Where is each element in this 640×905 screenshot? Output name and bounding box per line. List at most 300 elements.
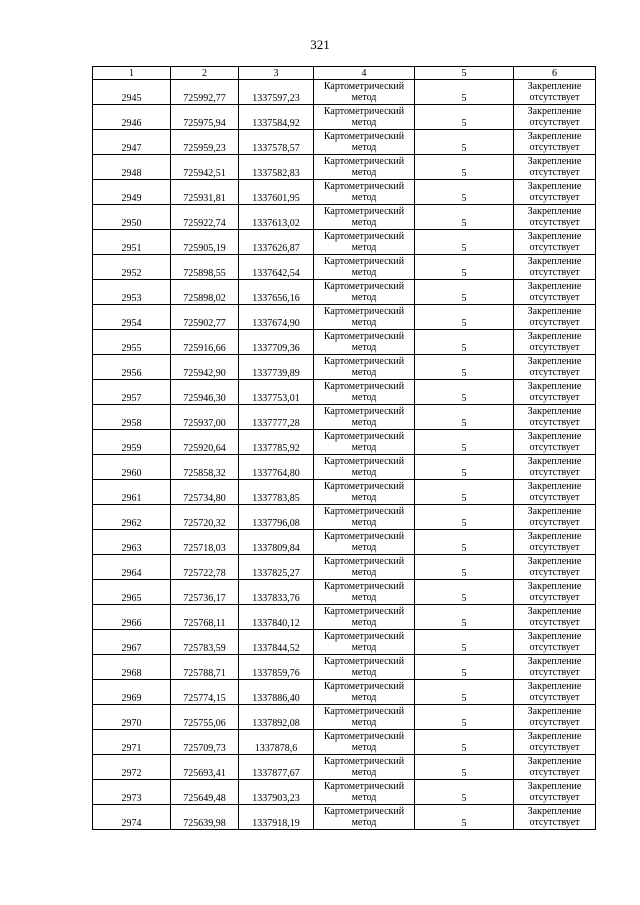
method-line1: Картометрический xyxy=(323,531,405,542)
fixing-cell xyxy=(514,155,596,180)
point-number: 2946 xyxy=(93,105,171,130)
fixing-line2: отсутствует xyxy=(529,542,580,553)
fixing-cell xyxy=(514,555,596,580)
table-row xyxy=(93,580,596,605)
method-line1: Картометрический xyxy=(323,631,405,642)
coord-x: 725722,78 xyxy=(171,555,239,580)
method-line2: метод xyxy=(351,517,377,528)
coord-x: 725959,23 xyxy=(171,130,239,155)
method-line1: Картометрический xyxy=(323,556,405,567)
method-cell xyxy=(314,230,415,255)
fixing-cell xyxy=(514,105,596,130)
fixing-line1: Закрепление xyxy=(527,131,582,142)
accuracy-cell: 5 xyxy=(415,305,514,330)
fixing-line2: отсутствует xyxy=(529,742,580,753)
coord-y: 1337886,40 xyxy=(239,680,314,705)
accuracy-cell: 5 xyxy=(415,805,514,830)
fixing-line2: отсутствует xyxy=(529,292,580,303)
method-line1: Картометрический xyxy=(323,81,405,92)
method-line2: метод xyxy=(351,542,377,553)
accuracy-cell: 5 xyxy=(415,605,514,630)
method-cell xyxy=(314,155,415,180)
method-line1: Картометрический xyxy=(323,731,405,742)
coord-x: 725788,71 xyxy=(171,655,239,680)
fixing-cell xyxy=(514,630,596,655)
point-number: 2949 xyxy=(93,180,171,205)
fixing-line2: отсутствует xyxy=(529,617,580,628)
accuracy-cell: 5 xyxy=(415,730,514,755)
method-line1: Картометрический xyxy=(323,406,405,417)
point-number: 2969 xyxy=(93,680,171,705)
point-number: 2950 xyxy=(93,205,171,230)
fixing-cell xyxy=(514,255,596,280)
point-number: 2959 xyxy=(93,430,171,455)
fixing-line2: отсутствует xyxy=(529,442,580,453)
method-line2: метод xyxy=(351,167,377,178)
fixing-cell xyxy=(514,405,596,430)
fixing-cell xyxy=(514,705,596,730)
column-header: 2 xyxy=(171,67,239,80)
coord-x: 725931,81 xyxy=(171,180,239,205)
fixing-line1: Закрепление xyxy=(527,156,582,167)
accuracy-cell: 5 xyxy=(415,255,514,280)
method-line1: Картометрический xyxy=(323,781,405,792)
coord-x: 725693,41 xyxy=(171,755,239,780)
table-row xyxy=(93,105,596,130)
accuracy-cell: 5 xyxy=(415,280,514,305)
fixing-line2: отсутствует xyxy=(529,242,580,253)
table-row xyxy=(93,180,596,205)
method-cell xyxy=(314,705,415,730)
table-row xyxy=(93,305,596,330)
method-line1: Картометрический xyxy=(323,256,405,267)
coord-y: 1337825,27 xyxy=(239,555,314,580)
method-cell xyxy=(314,805,415,830)
fixing-line2: отсутствует xyxy=(529,267,580,278)
fixing-cell xyxy=(514,505,596,530)
page-number: 321 xyxy=(310,37,330,52)
coord-y: 1337892,08 xyxy=(239,705,314,730)
fixing-line2: отсутствует xyxy=(529,392,580,403)
table-row xyxy=(93,480,596,505)
accuracy-cell: 5 xyxy=(415,430,514,455)
method-line2: метод xyxy=(351,742,377,753)
method-cell xyxy=(314,355,415,380)
fixing-line2: отсутствует xyxy=(529,367,580,378)
method-line2: метод xyxy=(351,92,377,103)
fixing-cell xyxy=(514,580,596,605)
coord-y: 1337597,23 xyxy=(239,80,314,105)
point-number: 2966 xyxy=(93,605,171,630)
method-cell xyxy=(314,305,415,330)
coord-x: 725942,90 xyxy=(171,355,239,380)
fixing-line1: Закрепление xyxy=(527,806,582,817)
fixing-cell xyxy=(514,380,596,405)
table-row xyxy=(93,205,596,230)
fixing-line1: Закрепление xyxy=(527,331,582,342)
table-row xyxy=(93,130,596,155)
coord-y: 1337918,19 xyxy=(239,805,314,830)
fixing-line2: отсутствует xyxy=(529,767,580,778)
fixing-line2: отсутствует xyxy=(529,342,580,353)
point-number: 2967 xyxy=(93,630,171,655)
method-line1: Картометрический xyxy=(323,231,405,242)
method-line2: метод xyxy=(351,617,377,628)
fixing-line1: Закрепление xyxy=(527,731,582,742)
fixing-cell xyxy=(514,655,596,680)
coord-x: 725709,73 xyxy=(171,730,239,755)
method-line1: Картометрический xyxy=(323,206,405,217)
table-row xyxy=(93,280,596,305)
fixing-cell xyxy=(514,480,596,505)
fixing-line1: Закрепление xyxy=(527,656,582,667)
fixing-line1: Закрепление xyxy=(527,431,582,442)
fixing-cell xyxy=(514,780,596,805)
point-number: 2954 xyxy=(93,305,171,330)
method-line2: метод xyxy=(351,467,377,478)
fixing-cell xyxy=(514,680,596,705)
fixing-line2: отсутствует xyxy=(529,817,580,828)
method-line2: метод xyxy=(351,667,377,678)
accuracy-cell: 5 xyxy=(415,155,514,180)
table-row xyxy=(93,730,596,755)
accuracy-cell: 5 xyxy=(415,130,514,155)
table-body xyxy=(93,80,596,830)
method-line2: метод xyxy=(351,242,377,253)
coord-x: 725783,59 xyxy=(171,630,239,655)
method-cell xyxy=(314,130,415,155)
method-line1: Картометрический xyxy=(323,581,405,592)
method-line1: Картометрический xyxy=(323,381,405,392)
method-cell xyxy=(314,555,415,580)
coord-y: 1337859,76 xyxy=(239,655,314,680)
table-row xyxy=(93,455,596,480)
method-line1: Картометрический xyxy=(323,506,405,517)
point-number: 2957 xyxy=(93,380,171,405)
fixing-line2: отсутствует xyxy=(529,317,580,328)
table-row xyxy=(93,380,596,405)
fixing-cell xyxy=(514,730,596,755)
fixing-line1: Закрепление xyxy=(527,81,582,92)
coord-y: 1337709,36 xyxy=(239,330,314,355)
method-line1: Картометрический xyxy=(323,806,405,817)
accuracy-cell: 5 xyxy=(415,655,514,680)
fixing-cell xyxy=(514,455,596,480)
coord-y: 1337739,89 xyxy=(239,355,314,380)
fixing-line1: Закрепление xyxy=(527,356,582,367)
fixing-line1: Закрепление xyxy=(527,281,582,292)
fixing-cell xyxy=(514,805,596,830)
column-header: 4 xyxy=(314,67,415,80)
method-cell xyxy=(314,780,415,805)
fixing-line2: отсутствует xyxy=(529,567,580,578)
coord-x: 725736,17 xyxy=(171,580,239,605)
fixing-line1: Закрепление xyxy=(527,706,582,717)
fixing-line1: Закрепление xyxy=(527,556,582,567)
coord-y: 1337777,28 xyxy=(239,405,314,430)
point-number: 2951 xyxy=(93,230,171,255)
accuracy-cell: 5 xyxy=(415,455,514,480)
coord-y: 1337601,95 xyxy=(239,180,314,205)
coord-x: 725902,77 xyxy=(171,305,239,330)
fixing-line1: Закрепление xyxy=(527,581,582,592)
coord-x: 725649,48 xyxy=(171,780,239,805)
method-line1: Картометрический xyxy=(323,681,405,692)
accuracy-cell: 5 xyxy=(415,630,514,655)
fixing-line2: отсутствует xyxy=(529,217,580,228)
fixing-line2: отсутствует xyxy=(529,142,580,153)
method-cell xyxy=(314,380,415,405)
method-line1: Картометрический xyxy=(323,281,405,292)
point-number: 2955 xyxy=(93,330,171,355)
fixing-line2: отсутствует xyxy=(529,492,580,503)
method-line2: метод xyxy=(351,317,377,328)
column-header: 5 xyxy=(415,67,514,80)
fixing-line1: Закрепление xyxy=(527,381,582,392)
coord-y: 1337626,87 xyxy=(239,230,314,255)
method-cell xyxy=(314,430,415,455)
point-number: 2960 xyxy=(93,455,171,480)
method-line1: Картометрический xyxy=(323,431,405,442)
fixing-line1: Закрепление xyxy=(527,206,582,217)
method-line1: Картометрический xyxy=(323,356,405,367)
fixing-cell xyxy=(514,430,596,455)
point-number: 2970 xyxy=(93,705,171,730)
table-row xyxy=(93,805,596,830)
method-line1: Картометрический xyxy=(323,306,405,317)
method-line1: Картометрический xyxy=(323,456,405,467)
table-row xyxy=(93,755,596,780)
method-cell xyxy=(314,105,415,130)
coord-y: 1337764,80 xyxy=(239,455,314,480)
fixing-line2: отсутствует xyxy=(529,667,580,678)
coord-y: 1337783,85 xyxy=(239,480,314,505)
fixing-line1: Закрепление xyxy=(527,756,582,767)
accuracy-cell: 5 xyxy=(415,480,514,505)
accuracy-cell: 5 xyxy=(415,330,514,355)
fixing-cell xyxy=(514,755,596,780)
method-line2: метод xyxy=(351,417,377,428)
fixing-line2: отсутствует xyxy=(529,417,580,428)
accuracy-cell: 5 xyxy=(415,680,514,705)
method-cell xyxy=(314,280,415,305)
coord-y: 1337877,67 xyxy=(239,755,314,780)
table-row xyxy=(93,630,596,655)
table-row xyxy=(93,330,596,355)
point-number: 2974 xyxy=(93,805,171,830)
coord-y: 1337642,54 xyxy=(239,255,314,280)
method-cell xyxy=(314,630,415,655)
method-cell xyxy=(314,530,415,555)
coord-x: 725734,80 xyxy=(171,480,239,505)
method-line2: метод xyxy=(351,367,377,378)
point-number: 2947 xyxy=(93,130,171,155)
fixing-line1: Закрепление xyxy=(527,406,582,417)
fixing-cell xyxy=(514,130,596,155)
coord-y: 1337582,83 xyxy=(239,155,314,180)
fixing-line2: отсутствует xyxy=(529,192,580,203)
fixing-line2: отсутствует xyxy=(529,167,580,178)
method-line2: метод xyxy=(351,392,377,403)
fixing-line1: Закрепление xyxy=(527,456,582,467)
column-header: 1 xyxy=(93,67,171,80)
method-cell xyxy=(314,80,415,105)
method-line2: метод xyxy=(351,192,377,203)
accuracy-cell: 5 xyxy=(415,580,514,605)
accuracy-cell: 5 xyxy=(415,205,514,230)
fixing-cell xyxy=(514,305,596,330)
fixing-line1: Закрепление xyxy=(527,631,582,642)
fixing-line1: Закрепление xyxy=(527,231,582,242)
coord-x: 725755,06 xyxy=(171,705,239,730)
point-number: 2953 xyxy=(93,280,171,305)
fixing-line1: Закрепление xyxy=(527,256,582,267)
coord-y: 1337674,90 xyxy=(239,305,314,330)
method-cell xyxy=(314,605,415,630)
method-line1: Картометрический xyxy=(323,656,405,667)
method-line2: метод xyxy=(351,292,377,303)
method-cell xyxy=(314,205,415,230)
fixing-cell xyxy=(514,355,596,380)
coord-x: 725975,94 xyxy=(171,105,239,130)
method-line2: метод xyxy=(351,217,377,228)
fixing-cell xyxy=(514,530,596,555)
accuracy-cell: 5 xyxy=(415,105,514,130)
method-line2: метод xyxy=(351,567,377,578)
method-cell xyxy=(314,455,415,480)
point-number: 2973 xyxy=(93,780,171,805)
fixing-line1: Закрепление xyxy=(527,606,582,617)
coord-x: 725920,64 xyxy=(171,430,239,455)
fixing-line2: отсутствует xyxy=(529,692,580,703)
accuracy-cell: 5 xyxy=(415,80,514,105)
fixing-cell xyxy=(514,330,596,355)
point-number: 2964 xyxy=(93,555,171,580)
column-header: 3 xyxy=(239,67,314,80)
accuracy-cell: 5 xyxy=(415,755,514,780)
coordinates-table xyxy=(92,66,596,830)
fixing-line1: Закрепление xyxy=(527,506,582,517)
method-line2: метод xyxy=(351,342,377,353)
coord-x: 725937,00 xyxy=(171,405,239,430)
point-number: 2963 xyxy=(93,530,171,555)
table-row xyxy=(93,555,596,580)
coord-y: 1337903,23 xyxy=(239,780,314,805)
coord-x: 725898,02 xyxy=(171,280,239,305)
coord-y: 1337809,84 xyxy=(239,530,314,555)
method-line2: метод xyxy=(351,717,377,728)
method-line1: Картометрический xyxy=(323,756,405,767)
accuracy-cell: 5 xyxy=(415,380,514,405)
accuracy-cell: 5 xyxy=(415,180,514,205)
method-line2: метод xyxy=(351,642,377,653)
coord-x: 725905,19 xyxy=(171,230,239,255)
table-row xyxy=(93,405,596,430)
fixing-line2: отсутствует xyxy=(529,642,580,653)
method-cell xyxy=(314,680,415,705)
point-number: 2971 xyxy=(93,730,171,755)
header-row xyxy=(93,67,596,80)
point-number: 2968 xyxy=(93,655,171,680)
coord-x: 725942,51 xyxy=(171,155,239,180)
fixing-cell xyxy=(514,80,596,105)
coord-x: 725922,74 xyxy=(171,205,239,230)
method-line2: метод xyxy=(351,592,377,603)
table-row xyxy=(93,655,596,680)
method-line1: Картометрический xyxy=(323,181,405,192)
method-line1: Картометрический xyxy=(323,131,405,142)
fixing-line2: отсутствует xyxy=(529,117,580,128)
coord-x: 725639,98 xyxy=(171,805,239,830)
method-line1: Картометрический xyxy=(323,606,405,617)
method-line1: Картометрический xyxy=(323,481,405,492)
method-line1: Картометрический xyxy=(323,106,405,117)
method-line2: метод xyxy=(351,767,377,778)
table-row xyxy=(93,355,596,380)
coord-y: 1337584,92 xyxy=(239,105,314,130)
point-number: 2952 xyxy=(93,255,171,280)
table-row xyxy=(93,605,596,630)
method-line2: метод xyxy=(351,117,377,128)
accuracy-cell: 5 xyxy=(415,405,514,430)
coord-x: 725718,03 xyxy=(171,530,239,555)
coord-x: 725992,77 xyxy=(171,80,239,105)
coord-y: 1337833,76 xyxy=(239,580,314,605)
fixing-line1: Закрепление xyxy=(527,681,582,692)
method-line1: Картометрический xyxy=(323,156,405,167)
point-number: 2948 xyxy=(93,155,171,180)
method-cell xyxy=(314,580,415,605)
accuracy-cell: 5 xyxy=(415,530,514,555)
method-line2: метод xyxy=(351,817,377,828)
point-number: 2958 xyxy=(93,405,171,430)
fixing-cell xyxy=(514,230,596,255)
fixing-line1: Закрепление xyxy=(527,181,582,192)
method-cell xyxy=(314,755,415,780)
fixing-line1: Закрепление xyxy=(527,306,582,317)
fixing-line1: Закрепление xyxy=(527,531,582,542)
point-number: 2965 xyxy=(93,580,171,605)
coord-x: 725858,32 xyxy=(171,455,239,480)
method-cell xyxy=(314,655,415,680)
method-line2: метод xyxy=(351,267,377,278)
method-cell xyxy=(314,505,415,530)
table-row xyxy=(93,680,596,705)
coord-y: 1337656,16 xyxy=(239,280,314,305)
method-line2: метод xyxy=(351,142,377,153)
method-line2: метод xyxy=(351,792,377,803)
fixing-line2: отсутствует xyxy=(529,517,580,528)
coord-y: 1337613,02 xyxy=(239,205,314,230)
table-row xyxy=(93,230,596,255)
fixing-line2: отсутствует xyxy=(529,717,580,728)
point-number: 2962 xyxy=(93,505,171,530)
method-cell xyxy=(314,405,415,430)
table-row xyxy=(93,430,596,455)
accuracy-cell: 5 xyxy=(415,780,514,805)
method-line2: метод xyxy=(351,692,377,703)
coord-y: 1337796,08 xyxy=(239,505,314,530)
point-number: 2972 xyxy=(93,755,171,780)
table-row xyxy=(93,705,596,730)
table-row xyxy=(93,155,596,180)
table-row xyxy=(93,530,596,555)
method-line2: метод xyxy=(351,442,377,453)
coord-x: 725916,66 xyxy=(171,330,239,355)
coord-y: 1337840,12 xyxy=(239,605,314,630)
table-row xyxy=(93,505,596,530)
coord-x: 725946,30 xyxy=(171,380,239,405)
